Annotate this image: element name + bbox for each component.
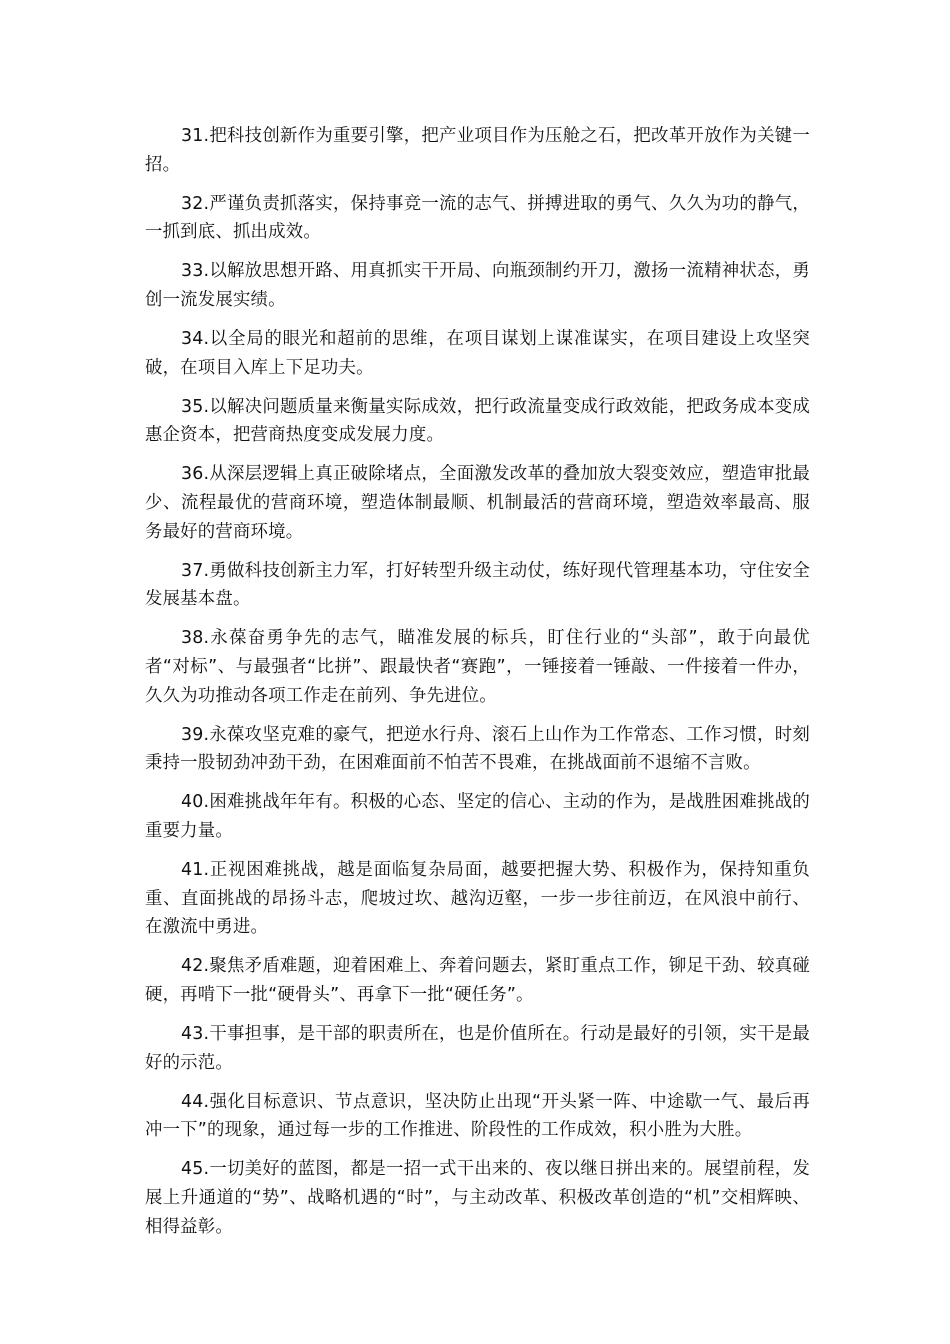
document-body xyxy=(145,122,810,1252)
paragraph-35: 35.以解决问题质量来衡量实际成效，把行政流量变成行政效能，把政务成本变成惠企资本，把营商热度变成发展力度。 xyxy=(145,396,810,446)
paragraph-36: 36.从深层逻辑上真正破除堵点，全面激发改革的叠加放大裂变效应，塑造审批最少、流程最优的营商环境，塑造体制最顺、机制最活的营商环境，塑造效率最高、服务最好的营商环境。 xyxy=(145,464,810,542)
paragraph-43: 43.干事担事，是干部的职责所在，也是价值所在。行动是最好的引领，实干是最好的示范。 xyxy=(145,1024,810,1073)
paragraph-31: 31.把科技创新作为重要引擎，把产业项目作为压舱之石，把改革开放作为关键一招。 xyxy=(145,126,810,175)
paragraph-44: 44.强化目标意识、节点意识，坚决防止出现“开头紧一阵、中途歇一气、最后再冲一下”的现象，通过每一步的工作推进、阶段性的工作成效，积小胜为大胜。 xyxy=(145,1091,810,1141)
paragraph-42: 42.聚焦矛盾难题，迎着困难上、奔着问题去，紧盯重点工作，铆足干劲、较真碰硬，再啃下一批“硬骨头”、再拿下一批“硬任务”。 xyxy=(145,956,810,1005)
paragraph-40: 40.困难挑战年年有。积极的心态、坚定的信心、主动的作为，是战胜困难挑战的重要力量。 xyxy=(145,792,810,841)
paragraph-32: 32.严谨负责抓落实，保持事竞一流的志气、拼搏进取的勇气、久久为功的静气，一抓到底、抓出成效。 xyxy=(145,193,810,243)
paragraph-45: 45.一切美好的蓝图，都是一招一式干出来的、夜以继日拼出来的。展望前程，发展上升通道的“势”、战略机遇的“时”，与主动改革、积极改革创造的“机”交相辉映、相得益彰。 xyxy=(145,1159,810,1237)
paragraph-38: 38.永葆奋勇争先的志气，瞄准发展的标兵，盯住行业的“头部”，敢于向最优者“对标”、与最强者“比拼”、跟最快者“赛跑”，一锤接着一锤敲、一件接着一件办，久久为功推动各项工作走在前列、争先进位。 xyxy=(145,628,810,706)
paragraph-41: 41.正视困难挑战，越是面临复杂局面，越要把握大势、积极作为，保持知重负重、直面挑战的昂扬斗志，爬坡过坎、越沟迈壑，一步一步往前迈，在风浪中前行、在激流中勇进。 xyxy=(145,860,810,938)
paragraph-39: 39.永葆攻坚克难的豪气，把逆水行舟、滚石上山作为工作常态、工作习惯，时刻秉持一股韧劲冲劲干劲，在困难面前不怕苦不畏难，在挑战面前不退缩不言败。 xyxy=(145,724,810,774)
paragraph-34: 34.以全局的眼光和超前的思维，在项目谋划上谋准谋实，在项目建设上攻坚突破，在项目入库上下足功夫。 xyxy=(145,329,810,378)
paragraph-33: 33.以解放思想开路、用真抓实干开局、向瓶颈制约开刀，激扬一流精神状态，勇创一流发展实绩。 xyxy=(145,261,810,310)
paragraph-37: 37.勇做科技创新主力军，打好转型升级主动仗，练好现代管理基本功，守住安全发展基本盘。 xyxy=(145,560,810,610)
